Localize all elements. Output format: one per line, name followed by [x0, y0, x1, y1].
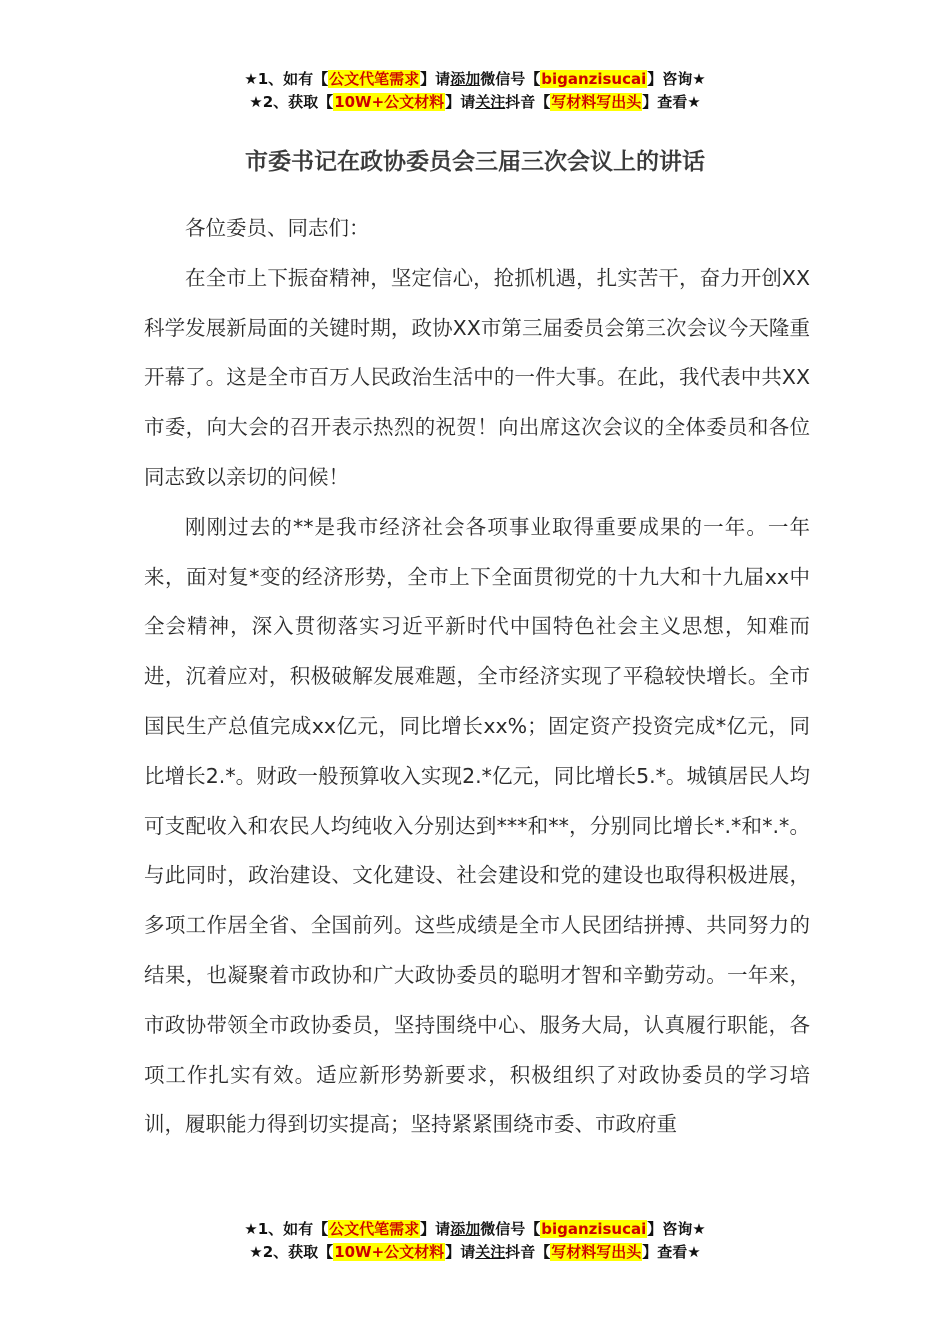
salutation: 各位委员、同志们： [185, 216, 370, 240]
paragraph: 在全市上下振奋精神，坚定信心，抢抓机遇，扎实苦干，奋力开创XX科学发展新局面的关键时期，政协XX市第三届委员会第三次会议今天隆重开幕了。这是全市百万人民政治生活中的一件大事。在此，我代表中共XX市委，向大会的召开表示热烈的祝贺！向出席这次会议的全体委员和各位同志致以亲切的问候！ [144, 265, 810, 489]
paragraph: 刚刚过去的**是我市经济社会各项事业取得重要成果的一年。一年来，面对复*变的经济形势，全市上下全面贯彻党的十九大和十九届xx中全会精神，深入贯彻落实习近平新时代中国特色社会主义思想，知难而进，沉着应对，积极破解发展难题，全市经济实现了平稳较快增长。全市国民生产总值完成xx亿元，同比增长xx%；固定资产投资完成*亿元，同比增长2.*。财政一般预算收入实现2.*亿元，同比增长5.*。城镇居民人均可支配收入和农民人均纯收入分别达到***和**，分别同比增长*.*和*.*。与此同时，政治建设、文化建设、社会建设和党的建设也取得积极进展，多项工作居全省、全国前列。这些成绩是全市人民团结拼搏、共同努力的结果，也凝聚着市政协和广大政协委员的聪明才智和辛勤劳动。一年来，市政协带领全市政协委员，坚持围绕中心、服务大局，认真履行职能，各项工作扎实有效。适应新形势新要求，积极组织了对政协委员的学习培训，履职能力得到切实提高；坚持紧紧围绕市委、市政府重 [144, 514, 810, 1137]
document-title: 市委书记在政协委员会三届三次会议上的讲话 [245, 149, 705, 175]
banner-line-2: ★2、获取【10W+公文材料】请关注抖音【写材料写出头】查看★ [249, 93, 701, 111]
document-body [144, 204, 810, 1150]
banner-line-2: ★2、获取【10W+公文材料】请关注抖音【写材料写出头】查看★ [249, 1243, 701, 1261]
footer-banner [0, 1218, 950, 1264]
banner-line-1: ★1、如有【公文代笔需求】请添加微信号【biganzisucai】咨询★ [244, 70, 706, 88]
underlined-text: 关注 [475, 93, 506, 111]
douyin-account: 写材料写出头 [551, 1243, 642, 1261]
underlined-text: 关注 [475, 1243, 506, 1261]
highlight-text: 10W+公文材料 [334, 93, 445, 111]
underlined-text: 添加 [450, 1220, 481, 1238]
highlight-text: 公文代笔需求 [329, 70, 420, 88]
highlight-text: 10W+公文材料 [334, 1243, 445, 1261]
douyin-account: 写材料写出头 [551, 93, 642, 111]
wechat-id: biganzisucai [541, 1220, 647, 1238]
wechat-id: biganzisucai [541, 70, 647, 88]
underlined-text: 添加 [450, 70, 481, 88]
banner-line-1: ★1、如有【公文代笔需求】请添加微信号【biganzisucai】咨询★ [244, 1220, 706, 1238]
header-banner [0, 68, 950, 114]
highlight-text: 公文代笔需求 [329, 1220, 420, 1238]
